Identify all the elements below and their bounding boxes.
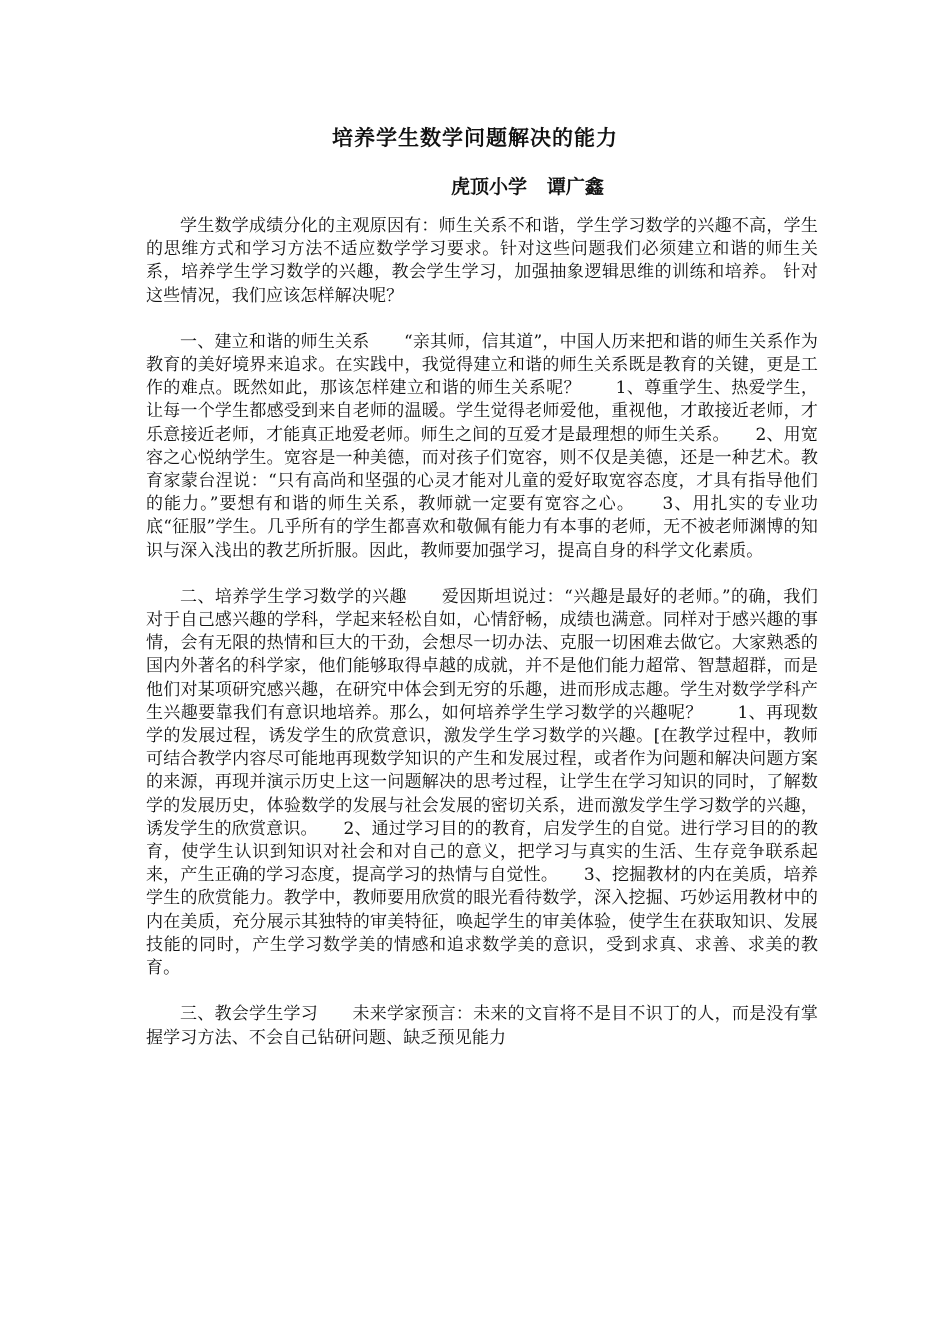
paragraph-section-2: 二、培养学生学习数学的兴趣 爱因斯坦说过：“兴趣是最好的老师。”的确，我们对于自己感兴趣的学科，学起来轻松自如，心情舒畅，成绩也满意。同样对于感兴趣的事情，会有无限的热情和巨大的干劲，会想尽一切办法、克服一切困难去做它。大家熟悉的国内外著名的科学家，他们能够取得卓越的成就，并不是他们能力超常、智慧超群，而是他们对某项研究感兴趣，在研究中体会到无穷的乐趣，进而形成志趣。学生对数学学科产生兴趣要靠我们有意识地培养。那么，如何培养学生学习数学的兴趣呢？ 1、再现数学的发展过程，诱发学生的欣赏意识，激发学生学习数学的兴趣。[在教学过程中，教师可结合教学内容尽可能地再现数学知识的产生和发展过程，或者作为问题和解决问题方案的来源，再现并演示历史上这一问题解决的思考过程，让学生在学习知识的同时，了解数学的发展历史，体验数学的发展与社会发展的密切关系，进而激发学生学习数学的兴趣，诱发学生的欣赏意识。 2、通过学习目的的教育，启发学生的自觉。进行学习目的的教育，使学生认识到知识对社会和对自己的意义，把学习与真实的生活、生存竞争联系起来，产生正确的学习态度，提高学习的热情与自觉性。 3、挖掘教材的内在美质，培养学生的欣赏能力。教学中，教师要用欣赏的眼光看待数学，深入挖掘、巧妙运用教材中的内在美质，充分展示其独特的审美特征，唤起学生的审美体验，使学生在获取知识、发展技能的同时，产生学习数学美的情感和追求数学美的意识，受到求真、求善、求美的教育。: [146, 586, 818, 979]
document-title: 培养学生数学问题解决的能力: [332, 126, 618, 150]
paragraph-section-3: 三、教会学生学习 未来学家预言：未来的文盲将不是目不识丁的人，而是没有掌握学习方法、不会自己钻研问题、缺乏预见能力: [146, 1004, 818, 1048]
author-line: 虎顶小学 谭广鑫: [451, 176, 604, 198]
paragraph-section-1: 一、建立和谐的师生关系 “亲其师，信其道”，中国人历来把和谐的师生关系作为教育的美好境界来追求。在实践中，我觉得建立和谐的师生关系既是教育的关键，更是工作的难点。既然如此，那该怎样建立和谐的师生关系呢？ 1、尊重学生、热爱学生，让每一个学生都感受到来自老师的温暖。学生觉得老师爱他，重视他，才敢接近老师，才乐意接近老师，才能真正地爱老师。师生之间的互爱才是最理想的师生关系。 2、用宽容之心悦纳学生。宽容是一种美德，而对孩子们宽容，则不仅是美德，还是一种艺术。教育家蒙台涅说：“只有高尚和坚强的心灵才能对儿童的爱好取宽容态度，才具有指导他们的能力。”要想有和谐的师生关系，教师就一定要有宽容之心。 3、用扎实的专业功底“征服”学生。几乎所有的学生都喜欢和敬佩有能力有本事的老师，无不被老师渊博的知识与深入浅出的教艺所折服。因此，教师要加强学习，提高自身的科学文化素质。: [146, 331, 818, 561]
paragraph-gap: [146, 980, 818, 1003]
document-body: [146, 215, 818, 1050]
paragraph-gap: [146, 308, 818, 331]
paragraph-gap: [146, 563, 818, 586]
paragraph-intro: 学生数学成绩分化的主观原因有：师生关系不和谐，学生学习数学的兴趣不高，学生的思维方式和学习方法不适应数学学习要求。针对这些问题我们必须建立和谐的师生关系，培养学生学习数学的兴趣，教会学生学习，加强抽象逻辑思维的训练和培养。 针对这些情况，我们应该怎样解决呢？: [146, 216, 818, 306]
